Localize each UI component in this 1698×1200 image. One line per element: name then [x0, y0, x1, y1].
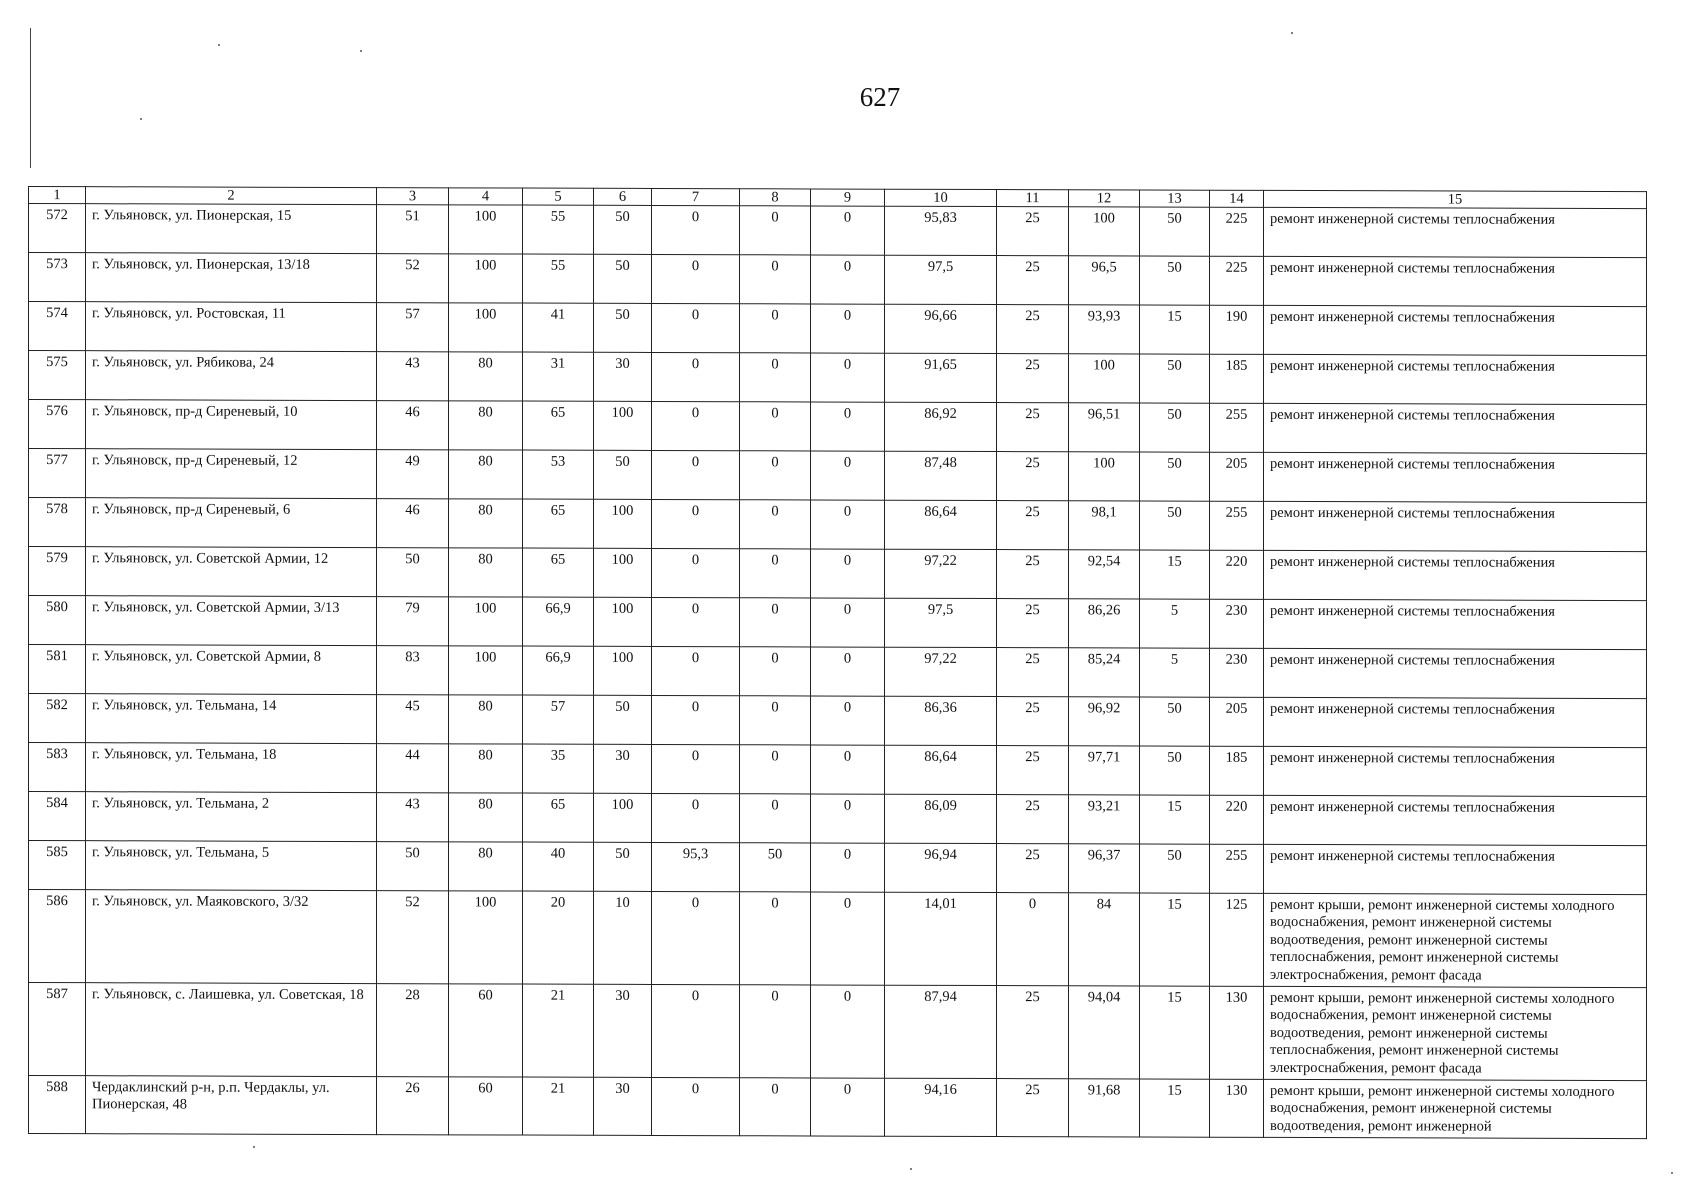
- cell-col-3: 43: [377, 793, 449, 842]
- cell-col-14: 185: [1210, 746, 1264, 795]
- cell-col-8: 0: [740, 500, 811, 549]
- table-row: [29, 841, 1647, 895]
- cell-col-14: 220: [1210, 795, 1264, 844]
- cell-address: г. Ульяновск, пр-д Сиреневый, 12: [86, 449, 377, 499]
- cell-work-type: ремонт инженерной системы теплоснабжения: [1264, 648, 1647, 698]
- cell-address: г. Ульяновск, пр-д Сиреневый, 10: [86, 400, 377, 450]
- cell-col-5: 40: [523, 842, 594, 891]
- cell-col-14: 125: [1210, 893, 1264, 986]
- cell-col-5: 21: [523, 1077, 594, 1135]
- cell-col-4: 80: [449, 842, 523, 891]
- cell-address: г. Ульяновск, ул. Советской Армии, 12: [86, 547, 377, 597]
- cell-col-8: 0: [740, 1078, 811, 1136]
- cell-col-6: 100: [594, 793, 652, 842]
- cell-col-4: 100: [449, 303, 523, 352]
- cell-work-type: ремонт инженерной системы теплоснабжения: [1264, 697, 1647, 747]
- cell-col-9: 0: [811, 985, 885, 1078]
- cell-row-number: 578: [29, 498, 86, 547]
- cell-col-6: 30: [594, 352, 652, 401]
- cell-col-4: 60: [449, 984, 523, 1077]
- cell-col-8: 0: [740, 696, 811, 745]
- cell-col-7: 0: [652, 1077, 740, 1135]
- cell-col-12: 97,71: [1069, 746, 1140, 795]
- cell-col-10: 97,5: [885, 598, 997, 647]
- column-header: 8: [740, 189, 811, 206]
- cell-col-4: 80: [449, 352, 523, 401]
- cell-work-type: ремонт инженерной системы теплоснабжения: [1264, 795, 1647, 845]
- cell-col-10: 96,66: [885, 304, 997, 353]
- table-row: [29, 792, 1647, 846]
- cell-work-type: ремонт инженерной системы теплоснабжения: [1264, 305, 1647, 355]
- cell-col-7: 0: [652, 205, 740, 254]
- cell-col-13: 50: [1140, 256, 1210, 305]
- cell-row-number: 586: [29, 890, 86, 983]
- cell-col-12: 96,37: [1069, 844, 1140, 893]
- cell-col-10: 94,16: [885, 1078, 997, 1137]
- cell-col-3: 50: [377, 548, 449, 597]
- cell-address: г. Ульяновск, ул. Тельмана, 18: [86, 743, 377, 793]
- cell-col-3: 45: [377, 695, 449, 744]
- cell-col-8: 0: [740, 794, 811, 843]
- cell-col-14: 130: [1210, 1079, 1264, 1137]
- cell-col-7: 0: [652, 793, 740, 842]
- cell-col-12: 100: [1069, 452, 1140, 501]
- table-row: [29, 204, 1647, 258]
- cell-row-number: 579: [29, 547, 86, 596]
- column-header: 5: [523, 188, 594, 205]
- cell-work-type: ремонт инженерной системы теплоснабжения: [1264, 746, 1647, 796]
- cell-col-3: 52: [377, 254, 449, 303]
- cell-col-6: 30: [594, 1077, 652, 1135]
- cell-col-14: 190: [1210, 305, 1264, 354]
- cell-address: г. Ульяновск, ул. Тельмана, 14: [86, 694, 377, 744]
- cell-col-7: 0: [652, 401, 740, 450]
- cell-col-12: 96,5: [1069, 256, 1140, 305]
- column-header: 4: [449, 188, 523, 205]
- cell-col-12: 98,1: [1069, 501, 1140, 550]
- column-header: 12: [1069, 190, 1140, 207]
- cell-col-6: 50: [594, 450, 652, 499]
- table-row: [29, 983, 1647, 1081]
- cell-work-type: ремонт инженерной системы теплоснабжения: [1264, 403, 1647, 453]
- cell-address: г. Ульяновск, ул. Рябикова, 24: [86, 351, 377, 401]
- cell-col-11: 25: [997, 207, 1069, 256]
- cell-col-9: 0: [811, 500, 885, 549]
- cell-work-type: ремонт инженерной системы теплоснабжения: [1264, 550, 1647, 600]
- cell-col-9: 0: [811, 696, 885, 745]
- cell-row-number: 577: [29, 449, 86, 498]
- table-row: [29, 645, 1647, 699]
- cell-col-13: 50: [1140, 844, 1210, 893]
- cell-row-number: 588: [29, 1076, 86, 1134]
- column-header: 7: [652, 188, 740, 205]
- scan-speck: [218, 44, 220, 46]
- cell-work-type: ремонт инженерной системы теплоснабжения: [1264, 599, 1647, 649]
- cell-col-14: 230: [1210, 599, 1264, 648]
- cell-work-type: ремонт крыши, ремонт инженерной системы холодного водоснабжения, ремонт инженерной системы водоотведения, ремонт инженерной системы теплоснабжения, ремонт инженерной системы электроснабжения, ремонт фасада: [1264, 986, 1647, 1080]
- cell-col-9: 0: [811, 1078, 885, 1136]
- cell-col-4: 100: [449, 891, 523, 984]
- table-row: [29, 498, 1647, 552]
- cell-col-5: 66,9: [523, 646, 594, 695]
- cell-col-11: 25: [997, 550, 1069, 599]
- cell-address: Чердаклинский р-н, р.п. Чердаклы, ул. Пионерская, 48: [86, 1076, 377, 1135]
- cell-col-8: 50: [740, 843, 811, 892]
- cell-col-11: 25: [997, 256, 1069, 305]
- cell-col-10: 86,64: [885, 745, 997, 794]
- column-header: 2: [86, 187, 377, 205]
- column-header: 9: [811, 189, 885, 206]
- cell-col-8: 0: [740, 549, 811, 598]
- cell-col-7: 0: [652, 303, 740, 352]
- cell-col-4: 80: [449, 401, 523, 450]
- cell-col-11: 25: [997, 403, 1069, 452]
- cell-col-11: 0: [997, 893, 1069, 986]
- cell-work-type: ремонт инженерной системы теплоснабжения: [1264, 256, 1647, 306]
- cell-col-6: 100: [594, 597, 652, 646]
- cell-col-6: 100: [594, 548, 652, 597]
- cell-col-5: 31: [523, 352, 594, 401]
- cell-col-5: 21: [523, 984, 594, 1077]
- cell-col-14: 205: [1210, 697, 1264, 746]
- cell-col-5: 57: [523, 695, 594, 744]
- cell-row-number: 584: [29, 792, 86, 841]
- cell-col-3: 83: [377, 646, 449, 695]
- table-row: [29, 449, 1647, 503]
- cell-col-5: 35: [523, 744, 594, 793]
- cell-address: г. Ульяновск, ул. Советской Армии, 8: [86, 645, 377, 695]
- cell-col-14: 205: [1210, 452, 1264, 501]
- cell-col-3: 50: [377, 842, 449, 891]
- column-header: 3: [377, 188, 449, 205]
- cell-col-11: 25: [997, 986, 1069, 1079]
- table-row: [29, 253, 1647, 307]
- cell-col-11: 25: [997, 452, 1069, 501]
- cell-col-8: 0: [740, 745, 811, 794]
- cell-col-5: 65: [523, 548, 594, 597]
- cell-col-7: 0: [652, 450, 740, 499]
- cell-col-9: 0: [811, 255, 885, 304]
- cell-col-9: 0: [811, 794, 885, 843]
- cell-col-4: 100: [449, 205, 523, 254]
- cell-col-5: 55: [523, 205, 594, 254]
- cell-col-13: 15: [1140, 795, 1210, 844]
- cell-col-3: 26: [377, 1077, 449, 1135]
- table-row: [29, 302, 1647, 356]
- table-row: [29, 596, 1647, 650]
- cell-col-11: 25: [997, 305, 1069, 354]
- cell-col-6: 100: [594, 499, 652, 548]
- scan-speck: [910, 1168, 912, 1170]
- cell-col-9: 0: [811, 647, 885, 696]
- cell-col-14: 255: [1210, 844, 1264, 893]
- cell-col-10: 14,01: [885, 892, 997, 985]
- column-header: 14: [1210, 190, 1264, 207]
- cell-col-11: 25: [997, 697, 1069, 746]
- cell-address: г. Ульяновск, ул. Советской Армии, 3/13: [86, 596, 377, 646]
- cell-col-7: 0: [652, 891, 740, 984]
- column-header: 15: [1264, 190, 1647, 208]
- cell-col-6: 100: [594, 401, 652, 450]
- cell-col-8: 0: [740, 353, 811, 402]
- cell-col-11: 25: [997, 746, 1069, 795]
- cell-col-10: 91,65: [885, 353, 997, 402]
- cell-col-11: 25: [997, 501, 1069, 550]
- cell-col-4: 100: [449, 597, 523, 646]
- cell-col-9: 0: [811, 745, 885, 794]
- cell-work-type: ремонт крыши, ремонт инженерной системы холодного водоснабжения, ремонт инженерной системы водоотведения, ремонт инженерной: [1264, 1079, 1647, 1138]
- cell-col-12: 84: [1069, 893, 1140, 986]
- cell-col-3: 46: [377, 499, 449, 548]
- cell-row-number: 572: [29, 204, 86, 253]
- cell-col-10: 86,36: [885, 696, 997, 745]
- cell-col-6: 50: [594, 695, 652, 744]
- cell-col-13: 15: [1140, 893, 1210, 986]
- cell-col-4: 100: [449, 646, 523, 695]
- column-header: 13: [1140, 190, 1210, 207]
- cell-col-14: 225: [1210, 256, 1264, 305]
- cell-col-9: 0: [811, 843, 885, 892]
- cell-col-11: 25: [997, 599, 1069, 648]
- cell-row-number: 575: [29, 351, 86, 400]
- cell-row-number: 582: [29, 694, 86, 743]
- cell-col-14: 185: [1210, 354, 1264, 403]
- cell-col-7: 0: [652, 744, 740, 793]
- cell-col-9: 0: [811, 598, 885, 647]
- cell-col-9: 0: [811, 451, 885, 500]
- scan-speck: [253, 1146, 255, 1148]
- cell-col-13: 50: [1140, 452, 1210, 501]
- table-row: [29, 351, 1647, 405]
- cell-col-10: 87,94: [885, 985, 997, 1078]
- cell-work-type: ремонт инженерной системы теплоснабжения: [1264, 452, 1647, 502]
- cell-col-6: 50: [594, 842, 652, 891]
- cell-col-9: 0: [811, 892, 885, 985]
- cell-col-6: 50: [594, 254, 652, 303]
- scan-speck: [140, 118, 142, 120]
- cell-col-10: 87,48: [885, 451, 997, 500]
- cell-col-13: 15: [1140, 1079, 1210, 1137]
- cell-col-5: 65: [523, 793, 594, 842]
- column-header: 10: [885, 189, 997, 206]
- scan-speck: [1671, 1172, 1673, 1174]
- cell-col-12: 96,51: [1069, 403, 1140, 452]
- cell-col-7: 0: [652, 499, 740, 548]
- cell-col-4: 80: [449, 450, 523, 499]
- cell-col-14: 225: [1210, 207, 1264, 256]
- cell-col-11: 25: [997, 648, 1069, 697]
- cell-col-7: 0: [652, 352, 740, 401]
- cell-col-4: 60: [449, 1077, 523, 1135]
- cell-col-8: 0: [740, 985, 811, 1078]
- cell-col-12: 91,68: [1069, 1079, 1140, 1137]
- cell-col-11: 25: [997, 844, 1069, 893]
- table-row: [29, 1076, 1647, 1139]
- cell-col-13: 50: [1140, 746, 1210, 795]
- cell-col-13: 5: [1140, 599, 1210, 648]
- cell-address: г. Ульяновск, ул. Ростовская, 11: [86, 302, 377, 352]
- cell-col-3: 52: [377, 891, 449, 984]
- cell-col-4: 80: [449, 793, 523, 842]
- cell-col-12: 85,24: [1069, 648, 1140, 697]
- cell-col-6: 50: [594, 303, 652, 352]
- cell-col-12: 94,04: [1069, 986, 1140, 1079]
- cell-col-11: 25: [997, 354, 1069, 403]
- cell-col-8: 0: [740, 206, 811, 255]
- cell-col-9: 0: [811, 353, 885, 402]
- cell-col-9: 0: [811, 304, 885, 353]
- cell-col-4: 80: [449, 499, 523, 548]
- cell-col-13: 5: [1140, 648, 1210, 697]
- cell-col-5: 20: [523, 891, 594, 984]
- cell-col-8: 0: [740, 402, 811, 451]
- cell-col-5: 66,9: [523, 597, 594, 646]
- cell-col-6: 10: [594, 891, 652, 984]
- cell-col-10: 96,94: [885, 843, 997, 892]
- cell-col-14: 255: [1210, 501, 1264, 550]
- cell-col-5: 53: [523, 450, 594, 499]
- cell-address: г. Ульяновск, с. Лаишевка, ул. Советская, 18: [86, 983, 377, 1077]
- cell-col-3: 43: [377, 352, 449, 401]
- cell-col-3: 51: [377, 205, 449, 254]
- table-row: [29, 743, 1647, 797]
- cell-col-10: 86,92: [885, 402, 997, 451]
- cell-col-13: 50: [1140, 697, 1210, 746]
- column-header: 1: [29, 187, 86, 204]
- cell-col-13: 50: [1140, 207, 1210, 256]
- cell-row-number: 576: [29, 400, 86, 449]
- cell-work-type: ремонт инженерной системы теплоснабжения: [1264, 354, 1647, 404]
- cell-col-7: 95,3: [652, 842, 740, 891]
- table-row: [29, 400, 1647, 454]
- table-row: [29, 694, 1647, 748]
- cell-row-number: 573: [29, 253, 86, 302]
- cell-col-3: 79: [377, 597, 449, 646]
- table-row: [29, 547, 1647, 601]
- cell-row-number: 580: [29, 596, 86, 645]
- cell-address: г. Ульяновск, ул. Пионерская, 15: [86, 204, 377, 254]
- cell-work-type: ремонт инженерной системы теплоснабжения: [1264, 207, 1647, 257]
- cell-col-11: 25: [997, 1079, 1069, 1137]
- cell-col-6: 100: [594, 646, 652, 695]
- cell-col-12: 92,54: [1069, 550, 1140, 599]
- cell-col-8: 0: [740, 255, 811, 304]
- page-number: 627: [859, 82, 901, 112]
- cell-col-7: 0: [652, 254, 740, 303]
- cell-col-8: 0: [740, 647, 811, 696]
- cell-col-5: 41: [523, 303, 594, 352]
- cell-col-3: 46: [377, 401, 449, 450]
- cell-address: г. Ульяновск, ул. Тельмана, 2: [86, 792, 377, 842]
- cell-col-10: 97,22: [885, 647, 997, 696]
- cell-col-9: 0: [811, 549, 885, 598]
- scan-speck: [1291, 32, 1293, 34]
- cell-col-14: 230: [1210, 648, 1264, 697]
- cell-col-13: 15: [1140, 550, 1210, 599]
- cell-col-13: 50: [1140, 354, 1210, 403]
- cell-col-12: 100: [1069, 354, 1140, 403]
- cell-col-4: 100: [449, 254, 523, 303]
- cell-col-8: 0: [740, 598, 811, 647]
- cell-col-13: 50: [1140, 501, 1210, 550]
- cell-row-number: 587: [29, 983, 86, 1076]
- cell-address: г. Ульяновск, ул. Тельмана, 5: [86, 841, 377, 891]
- cell-col-10: 86,09: [885, 794, 997, 843]
- cell-col-12: 93,93: [1069, 305, 1140, 354]
- cell-col-10: 86,64: [885, 500, 997, 549]
- cell-col-4: 80: [449, 695, 523, 744]
- cell-col-13: 15: [1140, 986, 1210, 1079]
- cell-work-type: ремонт инженерной системы теплоснабжения: [1264, 501, 1647, 551]
- cell-col-12: 93,21: [1069, 795, 1140, 844]
- cell-col-12: 96,92: [1069, 697, 1140, 746]
- cell-col-14: 130: [1210, 986, 1264, 1079]
- cell-col-9: 0: [811, 206, 885, 255]
- cell-work-type: ремонт крыши, ремонт инженерной системы холодного водоснабжения, ремонт инженерной системы водоотведения, ремонт инженерной системы теплоснабжения, ремонт инженерной системы электроснабжения, ремонт фасада: [1264, 893, 1647, 987]
- cell-col-5: 55: [523, 254, 594, 303]
- cell-col-9: 0: [811, 402, 885, 451]
- cell-col-12: 100: [1069, 207, 1140, 256]
- column-header: 6: [594, 188, 652, 205]
- cell-col-11: 25: [997, 795, 1069, 844]
- cell-col-3: 57: [377, 303, 449, 352]
- cell-col-13: 15: [1140, 305, 1210, 354]
- scan-speck: [360, 50, 362, 52]
- cell-row-number: 574: [29, 302, 86, 351]
- cell-col-10: 95,83: [885, 206, 997, 255]
- cell-address: г. Ульяновск, ул. Маяковского, 3/32: [86, 890, 377, 984]
- column-header: 11: [997, 190, 1069, 207]
- cell-col-7: 0: [652, 597, 740, 646]
- cell-col-6: 50: [594, 205, 652, 254]
- cell-col-10: 97,5: [885, 255, 997, 304]
- cell-address: г. Ульяновск, ул. Пионерская, 13/18: [86, 253, 377, 303]
- cell-row-number: 581: [29, 645, 86, 694]
- cell-row-number: 583: [29, 743, 86, 792]
- cell-col-7: 0: [652, 984, 740, 1077]
- cell-col-4: 80: [449, 744, 523, 793]
- cell-col-8: 0: [740, 304, 811, 353]
- cell-col-3: 49: [377, 450, 449, 499]
- cell-col-5: 65: [523, 499, 594, 548]
- cell-col-5: 65: [523, 401, 594, 450]
- cell-col-3: 28: [377, 984, 449, 1077]
- cell-address: г. Ульяновск, пр-д Сиреневый, 6: [86, 498, 377, 548]
- cell-row-number: 585: [29, 841, 86, 890]
- cell-col-7: 0: [652, 695, 740, 744]
- cell-col-8: 0: [740, 892, 811, 985]
- cell-col-10: 97,22: [885, 549, 997, 598]
- cell-col-14: 220: [1210, 550, 1264, 599]
- table-row: [29, 890, 1647, 988]
- cell-work-type: ремонт инженерной системы теплоснабжения: [1264, 844, 1647, 894]
- cell-col-6: 30: [594, 984, 652, 1077]
- cell-col-14: 255: [1210, 403, 1264, 452]
- cell-col-8: 0: [740, 451, 811, 500]
- cell-col-3: 44: [377, 744, 449, 793]
- cell-col-13: 50: [1140, 403, 1210, 452]
- cell-col-7: 0: [652, 548, 740, 597]
- cell-col-7: 0: [652, 646, 740, 695]
- cell-col-12: 86,26: [1069, 599, 1140, 648]
- data-table: [28, 186, 1647, 1139]
- cell-col-6: 30: [594, 744, 652, 793]
- cell-col-4: 80: [449, 548, 523, 597]
